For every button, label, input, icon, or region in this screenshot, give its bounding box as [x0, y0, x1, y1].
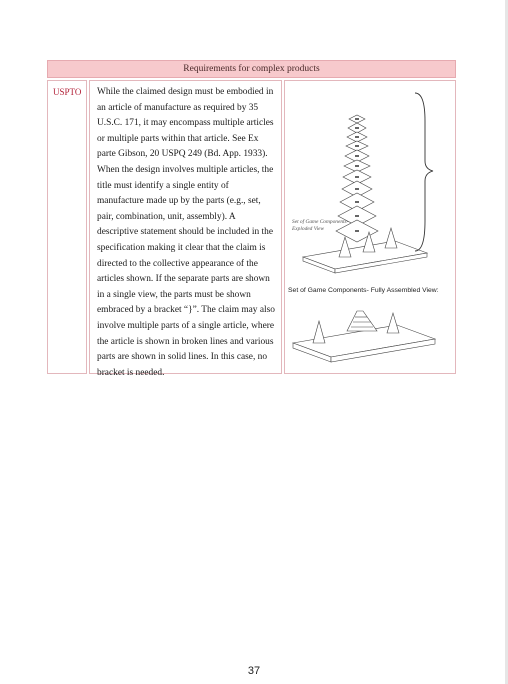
- exploded-caption-line1: Set of Game Components-: [292, 219, 349, 225]
- requirement-text: While the claimed design must be embodied in an article of manufacture as required by 35 U.S.C. 171, it may encompass multiple articles or multiple parts within that article. See Ex parte Gibson, 20 USPQ 249 (Bd. App. 1933). When the design involves multiple articles, the title must identify a single entity of manufacture made up by the parts (e.g., set, pair, combination, unit, assembly). A descriptive statement should be included in the specification making it clear that the claim is directed to the collective appearance of the articles shown. If the separate parts are shown in a single view, the parts must be shown embraced by a bracket “}”. The claim may also involve multiple parts of a single article, where the article is shown in broken lines and various parts are shown in solid lines. In this case, no bracket is needed.: [89, 80, 282, 374]
- table-header: Requirements for complex products: [47, 60, 456, 78]
- page-number: 37: [247, 665, 261, 677]
- exploded-caption-line2: Exploded View: [292, 226, 325, 232]
- assembled-view-caption: Set of Game Components- Fully Assembled View:: [288, 287, 439, 294]
- table-row: [47, 80, 456, 378]
- figure-cell: [284, 80, 456, 374]
- office-cell: USPTO: [47, 80, 87, 374]
- requirements-table: [47, 60, 456, 378]
- exploded-view-caption: [292, 219, 348, 233]
